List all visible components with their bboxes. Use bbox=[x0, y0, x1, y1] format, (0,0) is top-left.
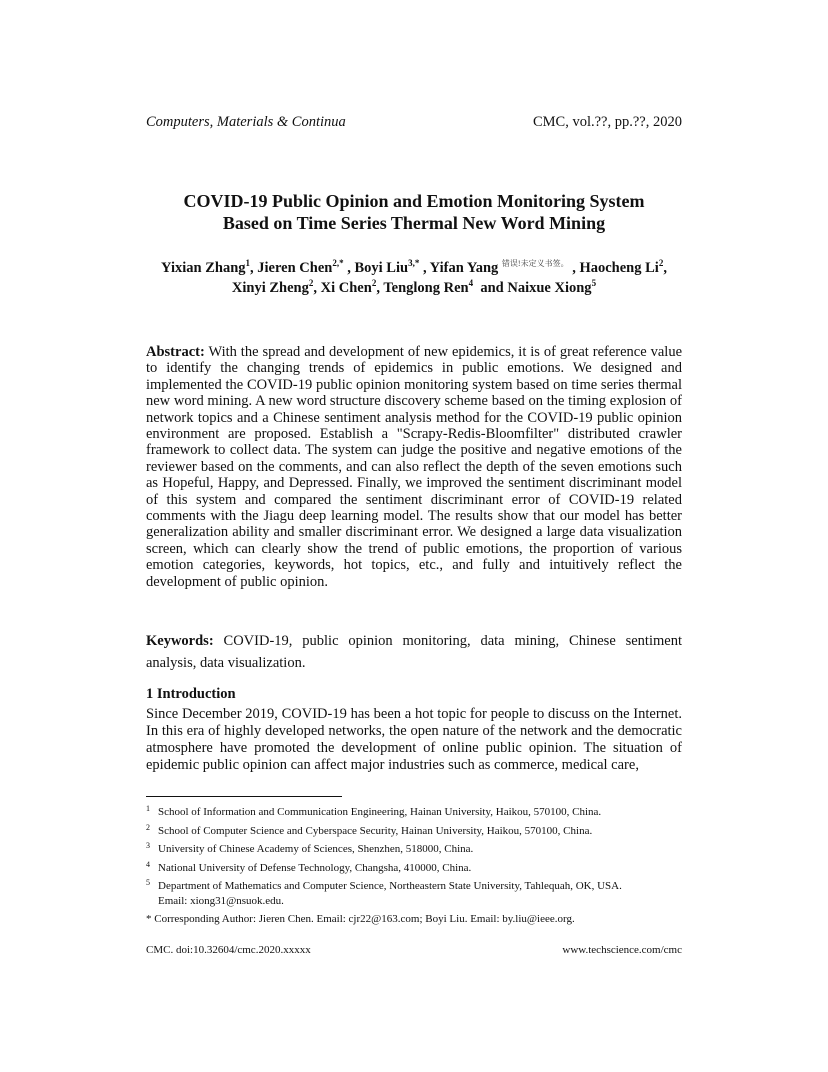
author-name: Yifan Yang bbox=[429, 260, 499, 276]
footnote-mark: 3 bbox=[146, 841, 150, 850]
keywords-label: Keywords: bbox=[146, 633, 214, 649]
paper-title bbox=[146, 190, 682, 234]
footnote-mark: 4 bbox=[146, 859, 150, 869]
introduction-text: Since December 2019, COVID-19 has been a hot topic for people to discuss on the Internet. In this era of highly developed networks, the open nature of the network and the democratic atmosphere have promoted the development of online public opinion. The situation of epidemic public opinion can affect major industries such as commerce, medical care, bbox=[146, 706, 682, 773]
author-name: Boyi Liu bbox=[354, 260, 409, 276]
author-list bbox=[146, 258, 682, 298]
title-line-2: Based on Time Series Thermal New Word Mining bbox=[222, 213, 606, 233]
footnote-mark: 5 bbox=[146, 878, 150, 887]
footnote bbox=[146, 822, 686, 841]
footer-doi: CMC. doi:10.32604/cmc.2020.xxxxx bbox=[146, 944, 311, 956]
abstract-text: With the spread and development of new epidemics, it is of great reference value to identify the changing trends of epidemics in public emotions. We designed and implemented the COVID-19 public opinion monitoring system based on time series thermal new word mining. A new word structure discovery scheme based on the timing explosion of network topics and a Chinese sentiment analysis method for the COVID-19 public opinion environment are proposed. Establish a "Scrapy-Redis-Bloomfilter" distributed crawler framework to collect data. The system can judge the positive and negative emotions of the reviewer based on the comments, and can also reflect the depth of the seven emotions such as Hopeful, Happy, and Depressed. Finally, we improved the sentiment discriminant model of this system and compared the sentiment discriminant error of COVID-19 related comments with the Jiagu deep learning model. The results show that our model has better generalization ability and smaller discriminant error. We designed a large data visualization screen, which can clearly show the trend of public emotions, the proportion of various emotion categories, keywords, hot topics, etc., and fully and intuitively reflect the development of public opinion. bbox=[146, 344, 682, 590]
footnote bbox=[146, 859, 686, 878]
author-affiliation: 2,* bbox=[332, 258, 344, 268]
footnote-mark: 1 bbox=[146, 804, 150, 813]
footnote bbox=[146, 840, 686, 859]
author-name: Haocheng Li bbox=[579, 260, 659, 276]
title-line-1: COVID-19 Public Opinion and Emotion Monitoring System bbox=[183, 191, 645, 211]
author-affiliation: 2 bbox=[658, 258, 664, 268]
section-heading: 1 Introduction bbox=[146, 686, 236, 702]
author-affiliation: 4 bbox=[468, 278, 474, 288]
author-affiliation: 3,* bbox=[408, 258, 420, 268]
footnote-divider bbox=[146, 796, 342, 797]
abstract bbox=[146, 344, 682, 590]
author-affiliation: 2 bbox=[371, 278, 377, 288]
journal-citation: CMC, vol.??, pp.??, 2020 bbox=[532, 114, 682, 130]
author-name: Naixue Xiong bbox=[507, 280, 592, 296]
footnote-text: National University of Defense Technology, Changsha, 410000, China. bbox=[158, 861, 472, 874]
keywords bbox=[146, 630, 682, 674]
author-name: Xi Chen bbox=[320, 280, 372, 296]
keywords-text: COVID-19, public opinion monitoring, data mining, Chinese sentiment analysis, data visualization. bbox=[146, 633, 682, 671]
author-name: Jieren Chen bbox=[257, 260, 333, 276]
author-affiliation: 2 bbox=[308, 278, 314, 288]
author-name: Yixian Zhang bbox=[161, 260, 246, 276]
footnote-mark: 2 bbox=[146, 822, 150, 832]
author-affiliation: 5 bbox=[591, 278, 597, 288]
footer-url: www.techscience.com/cmc bbox=[562, 944, 682, 956]
footnote-text: School of Information and Communication Engineering, Hainan University, Haikou, 570100, China. bbox=[158, 806, 602, 818]
corresponding-author: * Corresponding Author: Jieren Chen. Email: cjr22@163.com; Boyi Liu. Email: by.liu@ieee.org. bbox=[146, 913, 575, 925]
footnote-text: Department of Mathematics and Computer Science, Northeastern State University, Tahlequah, OK, USA. bbox=[158, 880, 622, 892]
abstract-label: Abstract: bbox=[146, 344, 205, 360]
footnotes bbox=[146, 803, 686, 929]
author-line-1: Yixian Zhang$^1$, Jieren Chen$^{2,*}$ , Boyi Liu$^{3,*}$ , Yifan Yang $^{错误!未定义书签。}$ , Haocheng Li$^2$, bbox=[161, 258, 667, 276]
footnote-text: School of Computer Science and Cyberspace Security, Hainan University, Haikou, 570100, China. bbox=[158, 824, 593, 837]
footnote bbox=[146, 803, 686, 822]
author-line-2: Xinyi Zheng$^2$, Xi Chen$^2$, Tenglong Ren$^4$ and Naixue Xiong$^5$ bbox=[231, 278, 597, 296]
author-affiliation: 1 bbox=[245, 258, 251, 268]
footnote bbox=[146, 877, 686, 896]
author-affiliation-error: 错误!未定义书签。 bbox=[501, 259, 569, 268]
footnote-email: Email: xiong31@nsuok.edu. bbox=[158, 894, 284, 907]
author-name: Tenglong Ren bbox=[383, 280, 469, 296]
journal-name: Computers, Materials & Continua bbox=[146, 114, 346, 130]
footnote-text: University of Chinese Academy of Sciences, Shenzhen, 518000, China. bbox=[158, 843, 474, 855]
author-name: Xinyi Zheng bbox=[231, 280, 309, 296]
